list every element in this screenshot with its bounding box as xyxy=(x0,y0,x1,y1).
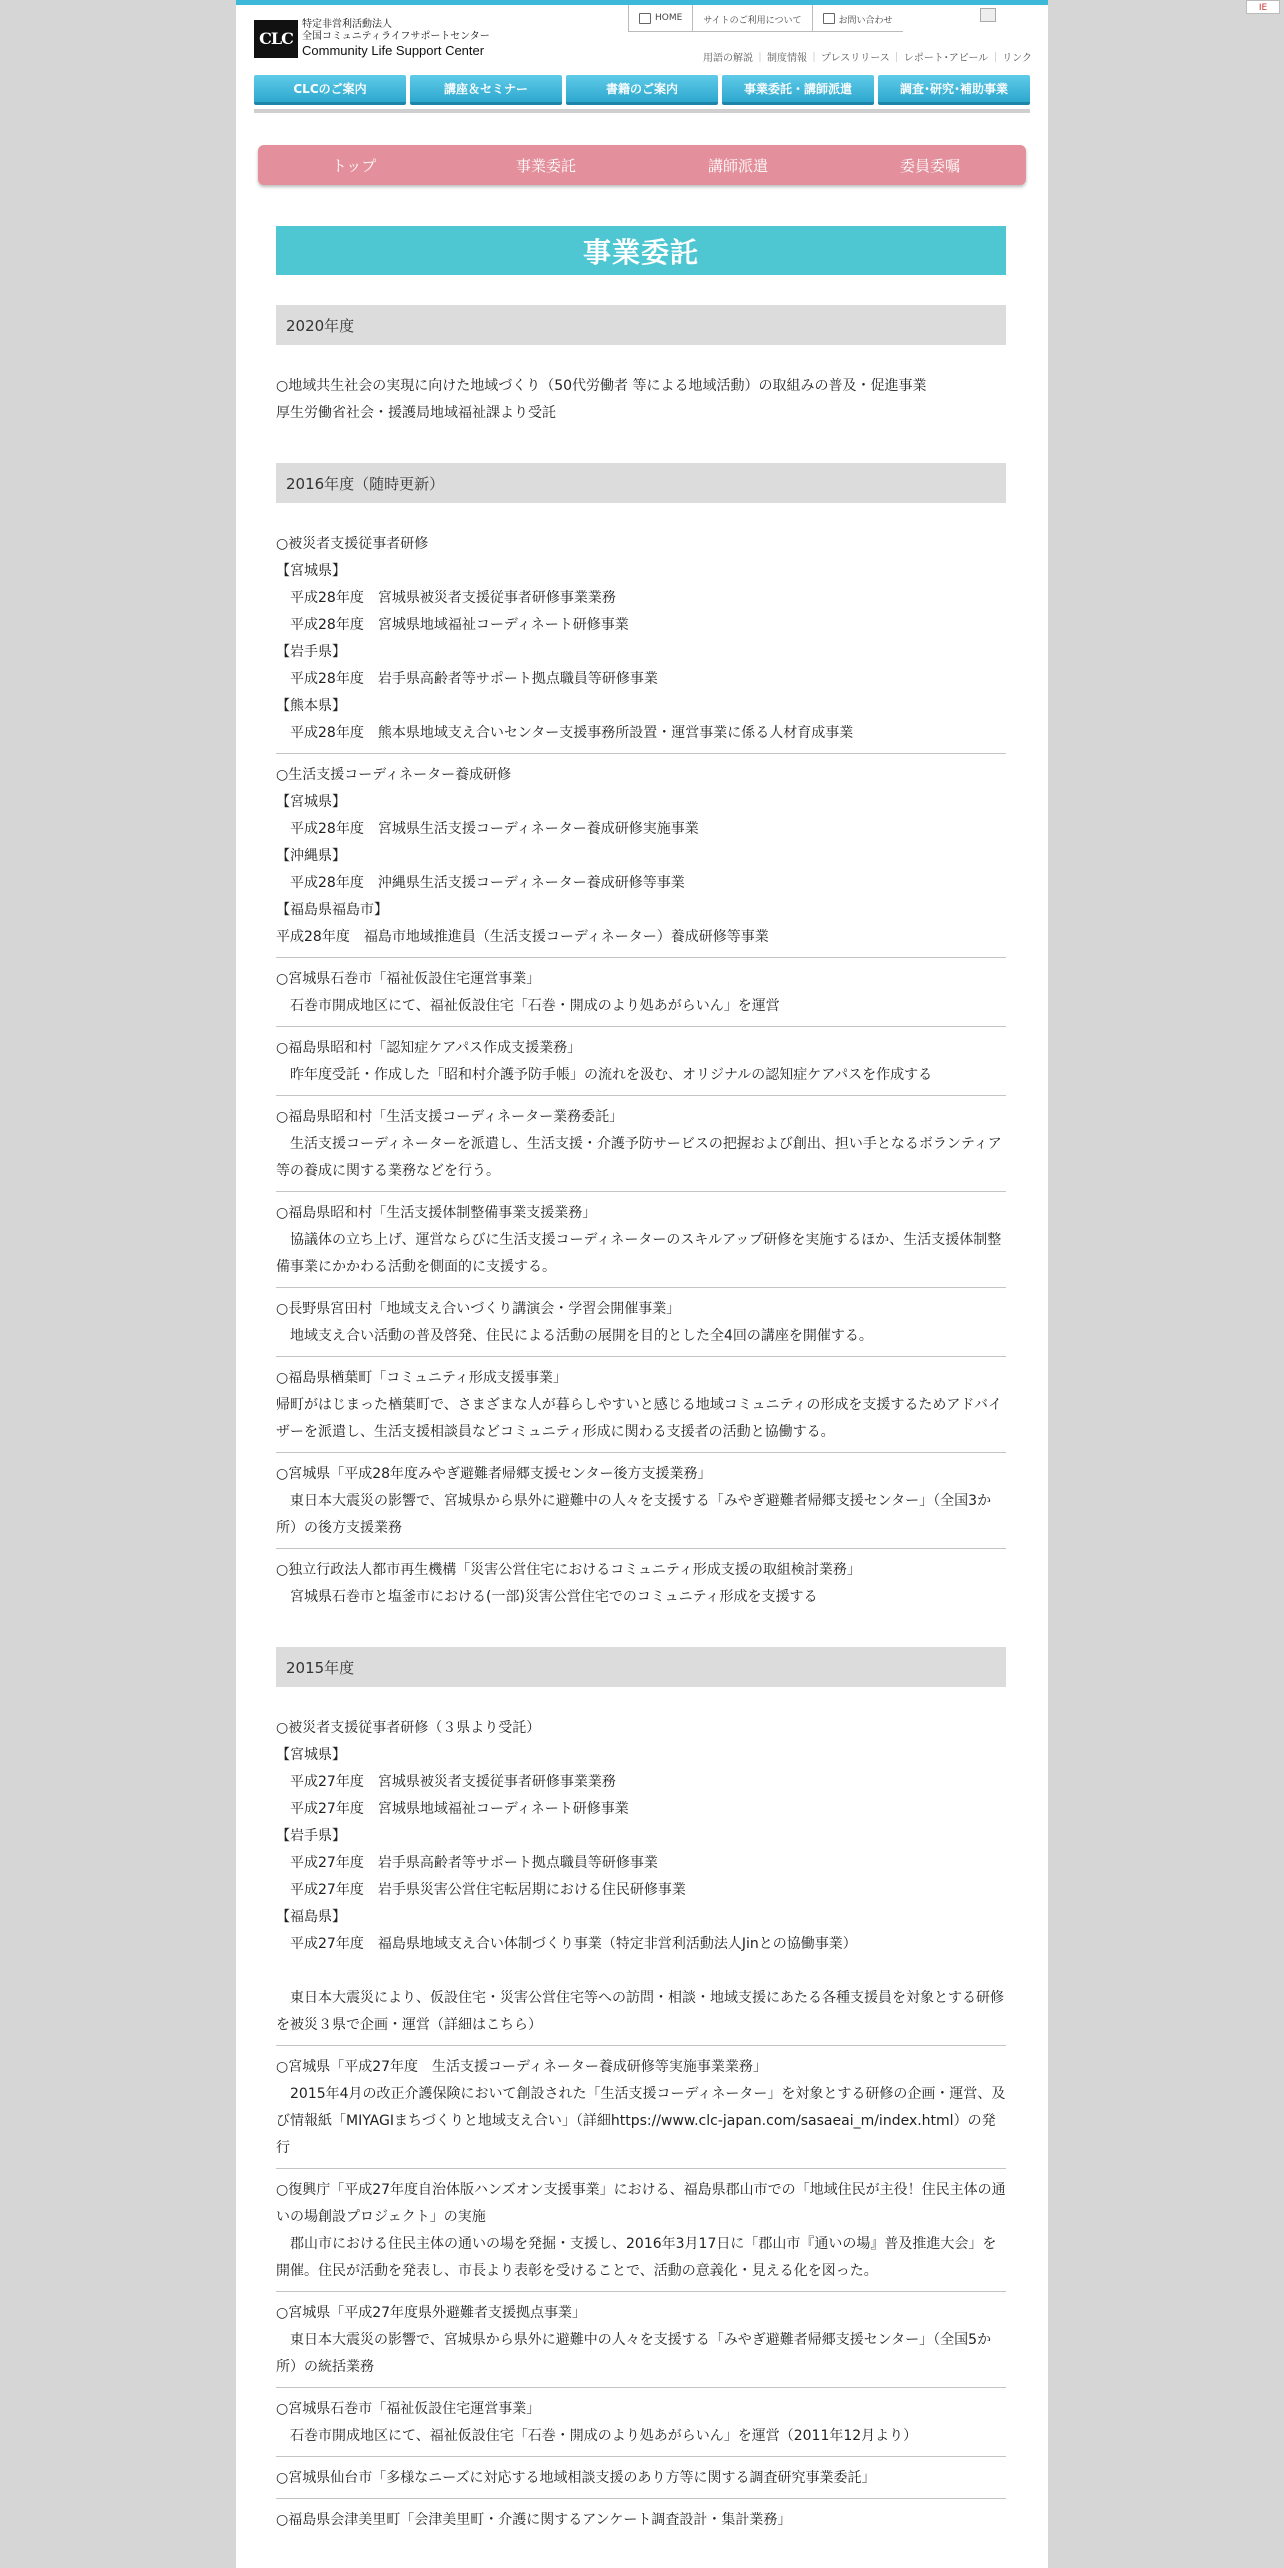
util-contact-link[interactable]: お問い合わせ xyxy=(812,5,903,32)
sub-tabs xyxy=(258,145,1026,185)
entry-line: 【宮城県】 xyxy=(276,794,346,810)
entry-item xyxy=(276,2291,1006,2387)
entry-line: 平成27年度 宮城県地域福祉コーディネート研修事業 xyxy=(276,1801,629,1817)
entry-line: 平成28年度 宮城県被災者支援従事者研修事業業務 xyxy=(276,590,616,606)
entry-item xyxy=(276,523,1006,753)
tab-top[interactable]: トップ xyxy=(331,156,377,175)
broken-image-icon: IE xyxy=(1246,0,1280,14)
entry-line: 平成28年度 熊本県地域支え合いセンター支援事務所設置・運営事業に係る人材育成事業 xyxy=(276,725,854,741)
entry-title: ○宮城県石巻市「福祉仮設住宅運営事業」 xyxy=(276,971,541,987)
print-icon[interactable] xyxy=(980,8,996,22)
entry-line: 2015年4月の改正介護保険において創設された「生活支援コーディネーター」を対象とする研修の企画・運営、及び情報紙「MIYAGIまちづくりと地域支え合い」（詳細https://www.clc-japan.com/sasaeai_m/index.html）の発行 xyxy=(276,2086,1006,2156)
entry-line: 【沖縄県】 xyxy=(276,848,346,864)
logo-english: Community Life Support Center xyxy=(302,43,485,58)
entry-line: 平成27年度 宮城県被災者支援従事者研修事業業務 xyxy=(276,1774,616,1790)
year-heading: 2020年度 xyxy=(276,305,1006,345)
entry-item xyxy=(276,957,1006,1026)
main-nav-about[interactable]: CLCのご案内 xyxy=(254,75,406,105)
entry-line: 平成28年度 沖縄県生活支援コーディネーター養成研修等事業 xyxy=(276,875,685,891)
entry-item xyxy=(276,1452,1006,1548)
entry-item xyxy=(276,2387,1006,2456)
entry-title: ○復興庁「平成27年度自治体版ハンズオン支援事業」における、福島県郡山市での「地域住民が主役！住民主体の通いの場創設プロジェクト」の実施 xyxy=(276,2182,1006,2225)
entry-title: ○独立行政法人都市再生機構「災害公営住宅におけるコミュニティ形成支援の取組検討業務」 xyxy=(276,1562,861,1578)
entry-line: 【岩手県】 xyxy=(276,1828,346,1844)
entry-line: 【福島県福島市】 xyxy=(276,902,388,918)
nav-divider xyxy=(254,109,1030,113)
entry-item xyxy=(276,2456,1006,2498)
entry-line: 平成28年度 福島市地域推進員（生活支援コーディネーター）養成研修等事業 xyxy=(276,929,769,945)
entry-line: 東日本大震災の影響で、宮城県から県外に避難中の人々を支援する「みやぎ避難者帰郷支援センター」（全国3か所）の後方支援業務 xyxy=(276,1493,992,1536)
sub-nav-links[interactable]: ｜ リンク xyxy=(988,53,1032,64)
entry-line: 平成27年度 岩手県高齢者等サポート拠点職員等研修事業 xyxy=(276,1855,658,1871)
entry-title: ○宮城県仙台市「多様なニーズに対応する地域相談支援のあり方等に関する調査研究事業委託」 xyxy=(276,2470,876,2486)
main-nav xyxy=(254,75,1030,105)
entry-line: 平成27年度 福島県地域支え合い体制づくり事業（特定非営利活動法人Jinとの協働事業） xyxy=(276,1936,857,1952)
entry-item xyxy=(276,1707,1006,2045)
main-nav-commission[interactable]: 事業委託・講師派遣 xyxy=(722,75,874,105)
page-title: 事業委託 xyxy=(276,226,1006,275)
entry-title: ○被災者支援従事者研修（３県より受託） xyxy=(276,1720,541,1736)
entry-line: 【熊本県】 xyxy=(276,698,346,714)
entry-line: 帰町がはじまった楢葉町で、さまざまな人が暮らしやすいと感じる地域コミュニティの形成を支援するためアドバイザーを派遣し、生活支援相談員などコミュニティ形成に関わる支援者の活動と協働する。 xyxy=(276,1397,1003,1440)
main-nav-seminars[interactable]: 講座＆セミナー xyxy=(410,75,562,105)
entry-title: ○福島県会津美里町「会津美里町・介護に関するアンケート調査設計・集計業務」 xyxy=(276,2512,792,2528)
util-home-link[interactable]: HOME xyxy=(628,5,692,32)
entry-line: 東日本大震災の影響で、宮城県から県外に避難中の人々を支援する「みやぎ避難者帰郷支援センター」（全国5か所）の統括業務 xyxy=(276,2332,992,2375)
entry-item xyxy=(276,1191,1006,1287)
util-site-usage-link[interactable]: サイトのご利用について xyxy=(692,5,811,32)
sub-nav-report-appeal[interactable]: ｜ レポート･アピール xyxy=(890,53,988,64)
entry-title: ○地域共生社会の実現に向けた地域づくり（50代労働者 等による地域活動）の取組みの普及・促進事業 xyxy=(276,378,927,394)
entry-line: 平成28年度 宮城県生活支援コーディネーター養成研修実施事業 xyxy=(276,821,699,837)
entry-title: ○福島県昭和村「生活支援コーディネーター業務委託」 xyxy=(276,1109,624,1125)
entry-line: 生活支援コーディネーターを派遣し、生活支援・介護予防サービスの把握および創出、担い手となるボランティア等の養成に関する業務などを行う。 xyxy=(276,1136,1002,1179)
sub-nav-press-release[interactable]: ｜ プレスリリース xyxy=(807,53,890,64)
entry-line: 【岩手県】 xyxy=(276,644,346,660)
logo-line2: 全国コミュニティライフサポートセンター xyxy=(302,31,490,42)
utility-nav xyxy=(628,5,903,31)
tab-commission[interactable]: 事業委託 xyxy=(515,156,576,175)
entry-item xyxy=(276,1026,1006,1095)
logo-text xyxy=(302,19,490,58)
main-nav-books[interactable]: 書籍のご案内 xyxy=(566,75,718,105)
entry-title: ○宮城県石巻市「福祉仮設住宅運営事業」 xyxy=(276,2401,541,2417)
entry-list xyxy=(276,1707,1006,2540)
entry-line: 東日本大震災により、仮設住宅・災害公営住宅等への訪問・相談・地域支援にあたる各種支援員を対象とする研修を被災３県で企画・運営（詳細はこちら） xyxy=(276,1990,1004,2033)
sub-nav-glossary[interactable]: 用語の解説 xyxy=(702,53,753,64)
sections-container xyxy=(276,305,1006,2540)
entry-line: 【宮城県】 xyxy=(276,1747,346,1763)
mail-icon xyxy=(823,13,835,24)
home-icon xyxy=(639,13,651,24)
entry-line: 厚生労働省社会・援護局地域福祉課より受託 xyxy=(276,405,556,421)
entry-title: ○福島県昭和村「生活支援体制整備事業支援業務」 xyxy=(276,1205,597,1221)
entry-line: 協議体の立ち上げ、運営ならびに生活支援コーディネーターのスキルアップ研修を実施するほか、生活支援体制整備事業にかかわる活動を側面的に支援する。 xyxy=(276,1232,1002,1275)
entry-list xyxy=(276,523,1006,1617)
tab-lecturer[interactable]: 講師派遣 xyxy=(707,156,768,175)
entry-item xyxy=(276,1095,1006,1191)
entry-title: ○長野県宮田村「地域支え合いづくり講演会・学習会開催事業」 xyxy=(276,1301,681,1317)
entry-item xyxy=(276,1287,1006,1356)
entry-title: ○福島県昭和村「認知症ケアパス作成支援業務」 xyxy=(276,1040,582,1056)
entry-line: 平成28年度 岩手県高齢者等サポート拠点職員等研修事業 xyxy=(276,671,658,687)
entry-line: 石巻市開成地区にて、福祉仮設住宅「石巻・開成のより処あがらいん」を運営（2011年12月より） xyxy=(276,2428,918,2444)
entry-line: 【福島県】 xyxy=(276,1909,346,1925)
entry-line: 石巻市開成地区にて、福祉仮設住宅「石巻・開成のより処あがらいん」を運営 xyxy=(276,998,780,1014)
logo-line1: 特定非営利活動法人 xyxy=(302,19,392,30)
entry-line: 【宮城県】 xyxy=(276,563,346,579)
main-nav-research[interactable]: 調査･研究･補助事業 xyxy=(878,75,1030,105)
entry-title: ○生活支援コーディネーター養成研修 xyxy=(276,767,512,783)
entry-line: 地域支え合い活動の普及啓発、住民による活動の展開を目的とした全4回の講座を開催する。 xyxy=(276,1328,873,1344)
entry-item xyxy=(276,1548,1006,1617)
site-logo[interactable] xyxy=(254,19,490,58)
year-heading: 2015年度 xyxy=(276,1647,1006,1687)
entry-line: 平成27年度 岩手県災害公営住宅転居期における住民研修事業 xyxy=(276,1882,686,1898)
tab-committee[interactable]: 委員委嘱 xyxy=(899,156,960,175)
entry-line: 郡山市における住民主体の通いの場を発掘・支援し、2016年3月17日に「郡山市『通いの場』普及推進大会」を開催。住民が活動を発表し、市長より表彰を受けることで、活動の意義化・見える化を図った。 xyxy=(276,2236,997,2279)
entry-line: 宮城県石巻市と塩釜市における(一部)災害公営住宅でのコミュニティ形成を支援する xyxy=(276,1589,818,1605)
entry-line xyxy=(276,1958,1006,1985)
clc-logo-mark: CLC xyxy=(254,20,298,58)
site-header xyxy=(236,5,1048,70)
entry-title: ○福島県楢葉町「コミュニティ形成支援事業」 xyxy=(276,1370,567,1386)
entry-title: ○宮城県「平成27年度県外避難者支援拠点事業」 xyxy=(276,2305,587,2321)
entry-item xyxy=(276,753,1006,957)
entry-item xyxy=(276,2168,1006,2291)
main-content xyxy=(276,226,1006,2540)
entry-title: ○被災者支援従事者研修 xyxy=(276,536,429,552)
entry-title: ○宮城県「平成28年度みやぎ避難者帰郷支援センター後方支援業務」 xyxy=(276,1466,712,1482)
sub-nav-system-info[interactable]: ｜ 制度情報 xyxy=(753,53,807,64)
entry-line: 昨年度受託・作成した「昭和村介護予防手帳」の流れを汲む、オリジナルの認知症ケアパスを作成する xyxy=(276,1067,933,1083)
page-container xyxy=(236,0,1048,2568)
year-heading: 2016年度（随時更新） xyxy=(276,463,1006,503)
entry-line: 平成28年度 宮城県地域福祉コーディネート研修事業 xyxy=(276,617,629,633)
entry-item xyxy=(276,1356,1006,1452)
entry-item xyxy=(276,2045,1006,2168)
entry-list xyxy=(276,365,1006,433)
entry-item xyxy=(276,365,1006,433)
sub-nav xyxy=(703,49,1032,64)
entry-title: ○宮城県「平成27年度 生活支援コーディネーター養成研修等実施事業業務」 xyxy=(276,2059,767,2075)
entry-item xyxy=(276,2498,1006,2540)
